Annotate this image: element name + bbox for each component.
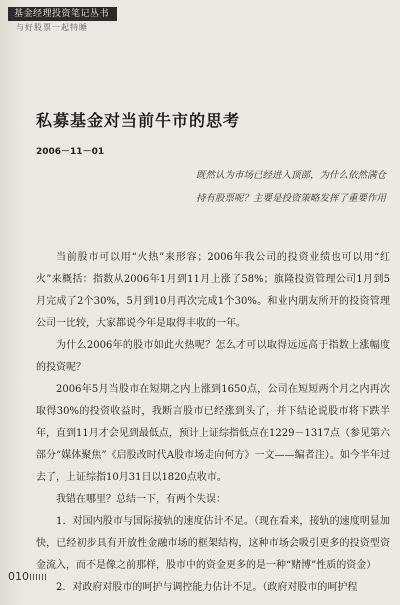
paragraph: 当前股市可以用“火热”来形容；2006年我公司的投资业绩也可以用“红火”来概括：指数从2006年1月到11月上涨了58%；旗隆投资管理公司1月到5月完成了2个30%，5月到10月再次完成1个30%。和业内朋友所开的投资管理公司一比较，大家都说今年是取得丰收的一年。 [36,252,390,329]
paragraph: 为什么2006年的股市如此火热呢？怎么才可以取得远远高于指数上涨幅度的投资呢？ [36,340,390,373]
page-number: 010 [8,570,29,583]
series-title: 基金经理投资笔记丛书 [8,7,117,21]
article-date: 2006－11－01 [36,147,105,157]
article-abstract: 既然认为市场已经进入顶部，为什么依然满仓持有股票呢？主要是投资策略发挥了重要作用 [196,170,387,204]
page-number-ornament [30,574,48,580]
list-item: 2．对政府对股市的呵护与调控能力估计不足。（政府对股市的呵护程 [56,582,358,593]
article-title: 私募基金对当前牛市的思考 [36,111,241,130]
paragraph: 我错在哪里？总结一下，有两个失误： [56,494,226,505]
article-body [36,247,390,599]
list-item: 1．对国内股市与国际接轨的速度估计不足。（现在看来，接轨的速度明显加快，已经初步具有开放性金融市场的框架结构，这种市场会吸引更多的投资型资金流入，而不是像之前那样，股市中的资金更多的是一种“赌博”性质的资金） [36,516,390,571]
series-subtitle: 与好股票一起特睡 [16,23,88,32]
paragraph: 2006年5月当股市在短期之内上涨到1650点，公司在短短两个月之内再次取得30%的投资收益时，我断言股市已经涨到头了，并下结论说股市将下跌半年，直到11月才会见到最低点，预计上证综指低点在1229－1317点（参见第六部分“媒体聚焦”《启股改时代A股市场走向何方》一文——编者注）。如今半年过去了，上证综指10月31日以1820点收市。 [36,384,390,483]
